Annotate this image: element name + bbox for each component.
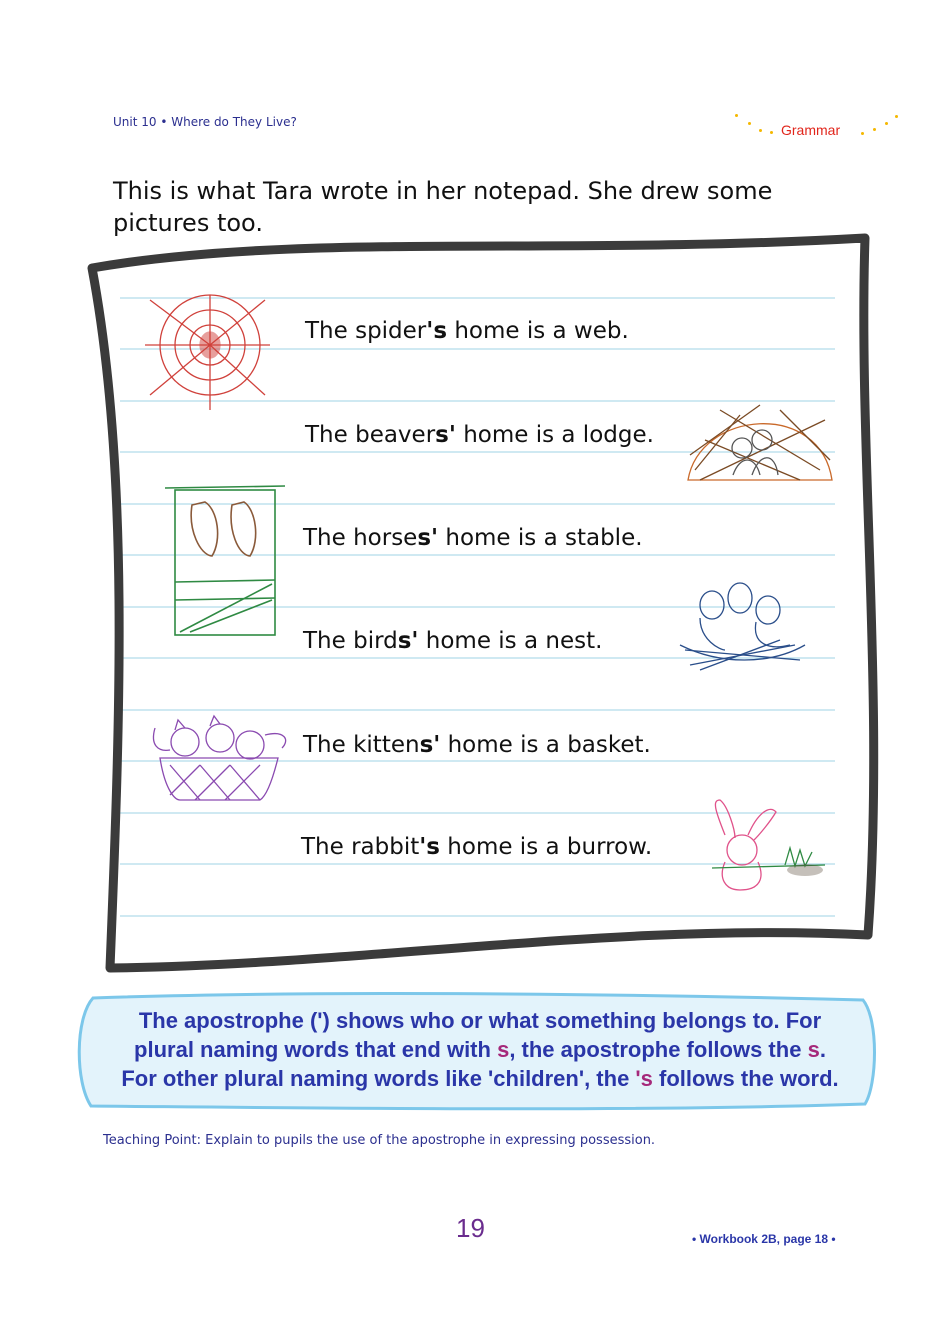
intro-text: This is what Tara wrote in her notepad. She drew some pictures too.	[113, 177, 773, 237]
sentence-horses	[303, 525, 643, 551]
rule-line-1: The apostrophe (') shows who or what something belongs to. For	[138, 1008, 822, 1033]
grammar-label: Grammar	[781, 122, 841, 138]
possessive-mark: s'	[397, 628, 419, 654]
sentence-text: home is a burrow.	[439, 834, 653, 860]
kitten-basket-drawing	[153, 716, 285, 800]
spider-web-drawing	[145, 295, 270, 410]
possessive-mark: s'	[419, 732, 441, 758]
rule-text: .	[819, 1037, 826, 1062]
sentence-text: The spider	[305, 318, 427, 344]
sentence-rabbit	[301, 834, 652, 860]
sentence-text: home is a basket.	[440, 732, 651, 758]
possessive-mark: 's	[419, 834, 440, 860]
sentence-birds	[303, 628, 602, 654]
workbook-reference: • Workbook 2B, page 18 •	[692, 1232, 836, 1246]
rule-line-3	[85, 1064, 875, 1093]
bird-nest-drawing	[680, 583, 805, 670]
horse-stable-drawing	[165, 486, 285, 635]
sentence-text: The horse	[303, 525, 418, 551]
sentence-text: home is a web.	[447, 318, 629, 344]
page-number: 19	[456, 1213, 485, 1243]
beaver-lodge-drawing	[688, 405, 832, 480]
sentence-text: The rabbit	[301, 834, 420, 860]
rule-text: follows the word.	[652, 1066, 839, 1091]
rule-text: plural naming words that end with	[134, 1037, 498, 1062]
sentence-text: The beaver	[305, 422, 436, 448]
possessive-mark: s'	[435, 422, 456, 448]
teaching-point: Teaching Point: Explain to pupils the use of the apostrophe in expressing possession.	[103, 1133, 656, 1148]
sentence-text: home is a nest.	[418, 628, 603, 654]
sentence-spider	[305, 318, 629, 344]
possessive-mark: s'	[417, 525, 439, 551]
rule-highlight: s	[497, 1037, 510, 1062]
rule-text: For other plural naming words like 'children', the	[121, 1066, 636, 1091]
rule-line-2	[85, 1035, 875, 1064]
sentence-text: home is a stable.	[438, 525, 643, 551]
sentence-text: The kitten	[303, 732, 420, 758]
possessive-mark: 's	[426, 318, 448, 344]
unit-header: Unit 10 • Where do They Live?	[113, 115, 297, 129]
rule-text: , the apostrophe follows the	[509, 1037, 808, 1062]
rule-highlight: s	[807, 1037, 820, 1062]
sentence-beavers	[305, 422, 654, 448]
sentence-text: home is a lodge.	[455, 422, 654, 448]
rule-highlight: 's	[635, 1066, 653, 1091]
sentence-text: The bird	[303, 628, 398, 654]
sentence-kittens	[303, 732, 651, 758]
apostrophe-rule	[85, 1006, 875, 1093]
